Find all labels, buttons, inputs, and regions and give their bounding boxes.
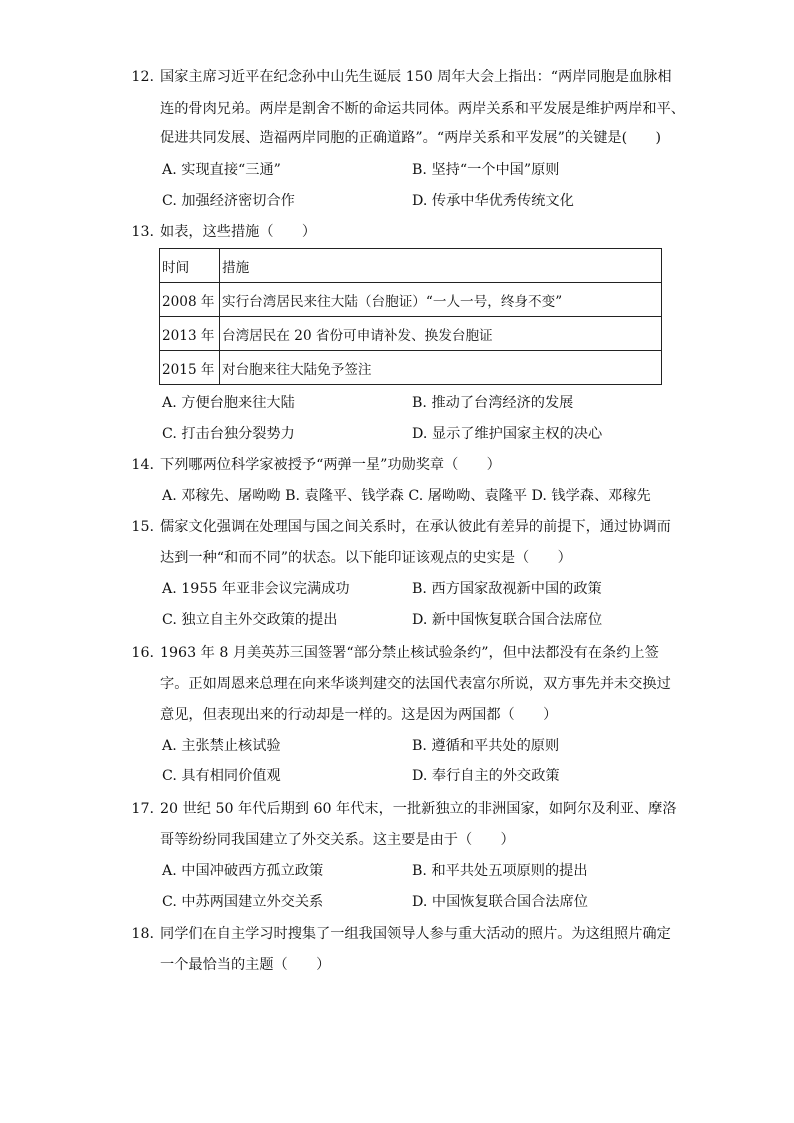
table-row: [160, 283, 662, 317]
option-c[interactable]: C. 中苏两国建立外交关系: [162, 894, 324, 910]
question-text-line: 国家主席习近平在纪念孙中山先生诞辰 150 周年大会上指出：“两岸同胞是血脉相: [160, 69, 672, 85]
question-number: 14.: [131, 457, 154, 473]
table-cell-year: 2008 年: [160, 283, 220, 317]
table-row: [160, 317, 662, 351]
table-header-row: [160, 249, 662, 283]
option-c[interactable]: C. 具有相同价值观: [162, 768, 281, 784]
question-text-line: 一个最恰当的主题（ ）: [160, 957, 331, 973]
option-b[interactable]: B. 坚持“一个中国”原则: [412, 162, 560, 178]
option-c[interactable]: C. 加强经济密切合作: [162, 193, 295, 209]
table-cell-year: 2015 年: [160, 351, 220, 385]
option-a[interactable]: A. 中国冲破西方孤立政策: [162, 863, 324, 879]
option-d[interactable]: D. 中国恢复联合国合法席位: [412, 894, 588, 910]
question-text-line: 如表，这些措施（ ）: [160, 224, 317, 240]
option-b[interactable]: B. 西方国家敌视新中国的政策: [412, 581, 602, 597]
table-row: [160, 351, 662, 385]
table-header-cell: 时间: [160, 249, 220, 283]
question-number: 13.: [131, 224, 154, 240]
option-a[interactable]: A. 主张禁止核试验: [162, 738, 281, 754]
question-text-line: 1963 年 8 月美英苏三国签署“部分禁止核试验条约”，但中法都没有在条约上签: [160, 645, 659, 661]
measures-table: [159, 248, 662, 385]
question-text-line: 连的骨肉兄弟。两岸是割舍不断的命运共同体。两岸关系和平发展是维护两岸和平、: [160, 101, 685, 117]
inline-options[interactable]: A. 邓稼先、屠呦呦 B. 袁隆平、钱学森 C. 屠呦呦、袁隆平 D. 钱学森、邓稼先: [162, 488, 651, 504]
question-text-line: 达到一种“和而不同”的状态。以下能印证该观点的史实是（ ）: [160, 550, 572, 566]
option-c[interactable]: C. 打击台独分裂势力: [162, 426, 295, 442]
option-d[interactable]: D. 奉行自主的外交政策: [412, 768, 560, 784]
question-number: 17.: [131, 801, 154, 817]
table-cell-measure: 对台胞来往大陆免予签注: [220, 351, 662, 385]
table-cell-year: 2013 年: [160, 317, 220, 351]
question-text-line: 哥等纷纷同我国建立了外交关系。这主要是由于（ ）: [160, 832, 515, 848]
option-d[interactable]: D. 传承中华优秀传统文化: [412, 193, 574, 209]
option-b[interactable]: B. 遵循和平共处的原则: [412, 738, 560, 754]
option-a[interactable]: A. 实现直接“三通”: [162, 162, 281, 178]
option-d[interactable]: D. 新中国恢复联合国合法席位: [412, 612, 603, 628]
option-b[interactable]: B. 和平共处五项原则的提出: [412, 863, 588, 879]
option-c[interactable]: C. 独立自主外交政策的提出: [162, 612, 338, 628]
option-b[interactable]: B. 推动了台湾经济的发展: [412, 395, 574, 411]
table-header-cell: 措施: [220, 249, 662, 283]
question-text-line: 下列哪两位科学家被授予“两弹一星”功勋奖章（ ）: [160, 457, 501, 473]
question-text-line: 同学们在自主学习时搜集了一组我国领导人参与重大活动的照片。为这组照片确定: [160, 926, 671, 942]
option-d[interactable]: D. 显示了维护国家主权的决心: [412, 426, 603, 442]
question-text-line: 促进共同发展、造福两岸同胞的正确道路”。“两岸关系和平发展”的关键是( ): [160, 130, 662, 146]
question-number: 15.: [131, 519, 154, 535]
table-cell-measure: 实行台湾居民来往大陆（台胞证）“一人一号，终身不变”: [220, 283, 662, 317]
question-text-line: 儒家文化强调在处理国与国之间关系时，在承认彼此有差异的前提下，通过协调而: [160, 519, 671, 535]
question-number: 16.: [131, 645, 154, 661]
question-number: 12.: [131, 69, 154, 85]
question-text-line: 字。正如周恩来总理在向来华谈判建交的法国代表富尔所说，双方事先并未交换过: [160, 676, 671, 692]
option-a[interactable]: A. 1955 年亚非会议完满成功: [162, 581, 350, 597]
question-text-line: 意见，但表现出来的行动却是一样的。这是因为两国都（ ）: [160, 707, 558, 723]
question-number: 18.: [131, 926, 154, 942]
table-cell-measure: 台湾居民在 20 省份可申请补发、换发台胞证: [220, 317, 662, 351]
question-text-line: 20 世纪 50 年代后期到 60 年代末，一批新独立的非洲国家，如阿尔及利亚、摩洛: [160, 801, 677, 817]
option-a[interactable]: A. 方便台胞来往大陆: [162, 395, 295, 411]
